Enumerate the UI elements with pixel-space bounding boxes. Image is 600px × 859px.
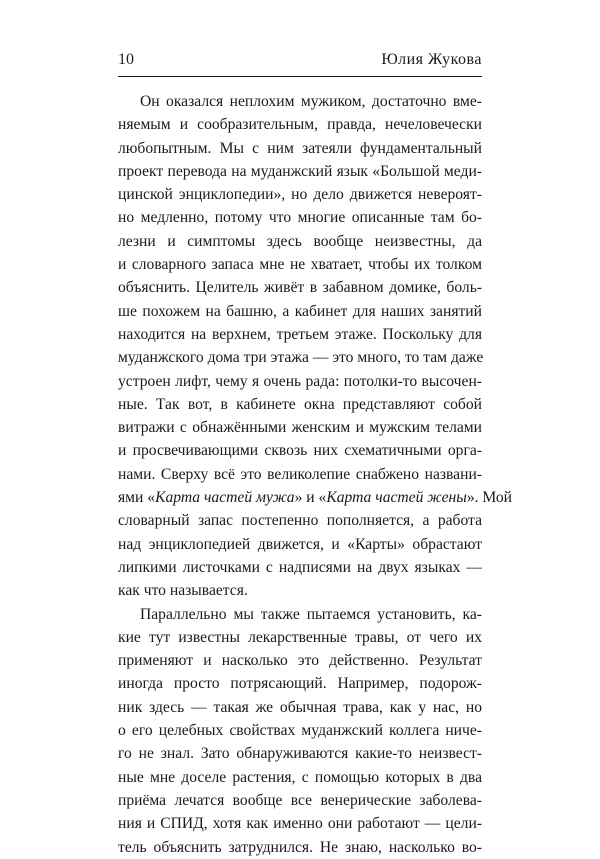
text-line: лезни и симптомы здесь вообще неизвестны, да [118, 232, 482, 250]
text-fragment: » и « [294, 489, 327, 507]
page-number: 10 [118, 51, 134, 68]
page-header [118, 50, 482, 74]
text-line: го не знал. Зато обнаруживаются какие-то неизвест- [118, 745, 482, 763]
text-fragment: ». Мой [466, 489, 513, 507]
text-line: любопытным. Мы с ним затеяли фундаментальный [118, 139, 482, 157]
text-line: кие тут известны лекарственные травы, от чего их [118, 628, 482, 646]
text-line: словарный запас постепенно пополняется, а работа [118, 512, 482, 530]
text-line: проект перевода на муданжский язык «Большой меди- [118, 162, 482, 180]
text-line: приёма лечатся вообще все венерические заболева- [118, 791, 482, 809]
text-fragment: ями « [118, 489, 156, 507]
text-line: нами. Сверху всё это великолепие снабжено названи- [118, 465, 482, 483]
text-line-with-italics [118, 486, 513, 509]
body-text [118, 90, 513, 859]
text-line: ше похожем на башню, а кабинет для наших занятий [118, 302, 482, 320]
text-line: применяют и насколько это действенно. Результат [118, 652, 482, 670]
text-line: о его целебных свойствах муданжский коллега ниче- [118, 722, 482, 740]
text-line: ные. Так вот, в кабинете окна представляют собой [118, 395, 482, 413]
text-line: над энциклопедией движется, и «Карты» обрастают [118, 535, 482, 553]
text-line: ник здесь — такая же обычная трава, как у нас, но [118, 698, 482, 716]
text-line: иногда просто потрясающий. Например, подорож- [118, 675, 482, 693]
text-line: ные мне доселе растения, с помощью которых в два [118, 768, 482, 786]
text-line: тель объяснить затруднился. Не знаю, насколько во- [118, 838, 482, 856]
text-line: ния и СПИД, хотя как именно они работают — цели- [118, 815, 482, 833]
text-line: устроен лифт, чему я очень рада: потолки-то высочен- [118, 372, 482, 390]
text-line: Он оказался неплохим мужиком, достаточно вме- [140, 93, 482, 110]
text-line: няемым и сообразительным, правда, нечеловечески [118, 116, 482, 134]
running-head-author: Юлия Жукова [381, 51, 482, 68]
text-line: липкими листочками с надписями на двух языках — [118, 558, 482, 576]
text-line: и просвечивающими сквозь них схематичными орга- [118, 442, 482, 460]
header-rule [118, 76, 482, 77]
text-line: витражи с обнажёнными женским и мужским телами [118, 419, 482, 437]
italic-title-male-map: Карта частей мужа [155, 489, 295, 507]
text-line: как что называется. [118, 582, 248, 600]
text-line: муданжского дома три этажа — это много, то там даже [118, 349, 484, 367]
text-line: цинской энциклопедии», но дело движется невероят- [118, 186, 482, 204]
text-line: Параллельно мы также пытаемся установить, ка- [140, 605, 482, 623]
text-line: находится на верхнем, третьем этаже. Поскольку для [118, 325, 482, 343]
text-line: и словарного запаса мне не хватает, чтобы их толком [118, 256, 482, 274]
text-line: но медленно, потому что многие описанные там бо- [118, 209, 482, 227]
italic-title-female-map: Карта частей жены [326, 489, 467, 507]
text-line: объяснить. Целитель живёт в забавном домике, боль- [118, 279, 482, 297]
